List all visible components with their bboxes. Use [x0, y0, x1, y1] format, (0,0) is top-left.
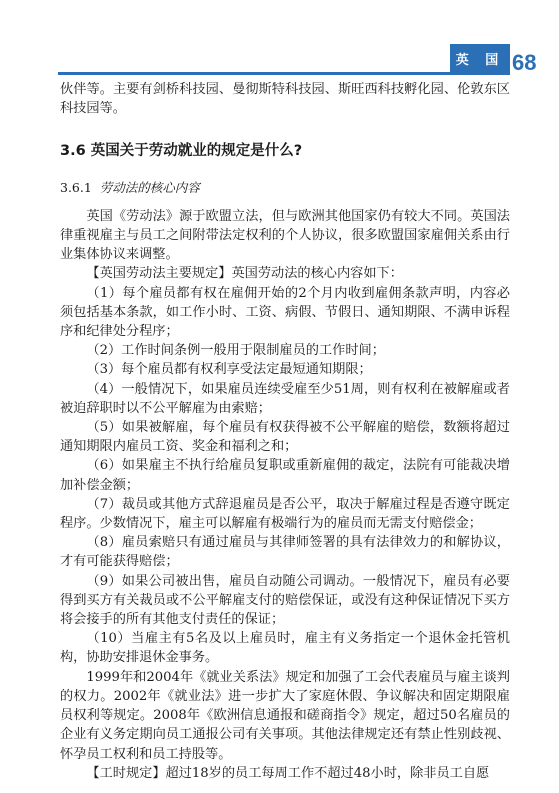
subsection-title: 劳动法的核心内容 [99, 179, 200, 195]
list-item: （5）如果被解雇，每个雇员有权获得被不公平解雇的赔偿，数额将超过通知期限内雇员工资、奖金和福利之和； [60, 420, 510, 455]
paragraph: 1999年和2004年《就业关系法》规定和加强了工会代表雇员与雇主谈判的权力。2002年《就业法》进一步扩大了家庭休假、争议解决和固定期限雇员权利等规定。2008年《欧洲信息通报和磋商指令》规定，超过50名雇员的企业有义务定期向员工通报公司有关事项。其他法律规定还有禁止性别歧视、怀孕员工权利和员工持股等。 [60, 669, 510, 762]
page-body [60, 80, 510, 783]
page-number: 68 [512, 50, 537, 75]
list-item: （6）如果雇主不执行给雇员复职或重新雇佣的裁定，法院有可能裁决增加补偿金额； [60, 458, 510, 493]
list-item: （10）当雇主有5名及以上雇员时，雇主有义务指定一个退休金托管机构，协助安排退休金事务。 [60, 631, 510, 666]
paragraph: 【工时规定】超过18岁的员工每周工作不超过48小时，除非员工自愿 [86, 765, 490, 781]
subsection-heading [60, 178, 510, 197]
section-tab [450, 44, 510, 72]
page-header [0, 0, 559, 80]
subsection-number: 3.6.1 [60, 179, 92, 195]
list-item: （3）每个雇员都有权利享受法定最短通知期限； [86, 362, 372, 378]
list-item: （9）如果公司被出售，雇员自动随公司调动。一般情况下，雇员有必要得到买方有关裁员或不公平解雇支付的赔偿保证，或没有这种保证情况下买方将会接手的所有其他支付责任的保证； [60, 573, 510, 628]
paragraph: 【英国劳动法主要规定】英国劳动法的核心内容如下： [86, 266, 403, 282]
list-item: （4）一般情况下，如果雇员连续受雇至少51周，则有权利在被解雇或者被迫辞职时以不公平解雇为由索赔； [60, 381, 510, 416]
paragraph: 英国《劳动法》源于欧盟立法，但与欧洲其他国家仍有较大不同。英国法律重视雇主与员工之间附带法定权利的个人协议，很多欧盟国家雇佣关系由行业集体协议来调整。 [60, 208, 510, 263]
list-item: （8）雇员索赔只有通过雇员与其律师签署的具有法律效力的和解协议，才有可能获得赔偿； [60, 535, 510, 570]
section-label: 英 国 [455, 53, 505, 68]
list-item: （1）每个雇员都有权在雇佣开始的2个月内收到雇佣条款声明，内容必须包括基本条款，如工作小时、工资、病假、节假日、通知期限、不满申诉程序和纪律处分程序； [60, 285, 510, 340]
list-item: （2）工作时间条例一般用于限制雇员的工作时间； [86, 343, 385, 359]
section-heading: 3.6 英国关于劳动就业的规定是什么? [60, 143, 303, 160]
paragraph-continuation: 伙伴等。主要有剑桥科技园、曼彻斯特科技园、斯旺西科技孵化园、伦敦东区科技园等。 [60, 82, 510, 117]
header-rule [58, 72, 510, 75]
list-item: （7）裁员或其他方式辞退雇员是否公平，取决于解雇过程是否遵守既定程序。少数情况下，雇主可以解雇有极端行为的雇员而无需支付赔偿金； [60, 496, 510, 532]
